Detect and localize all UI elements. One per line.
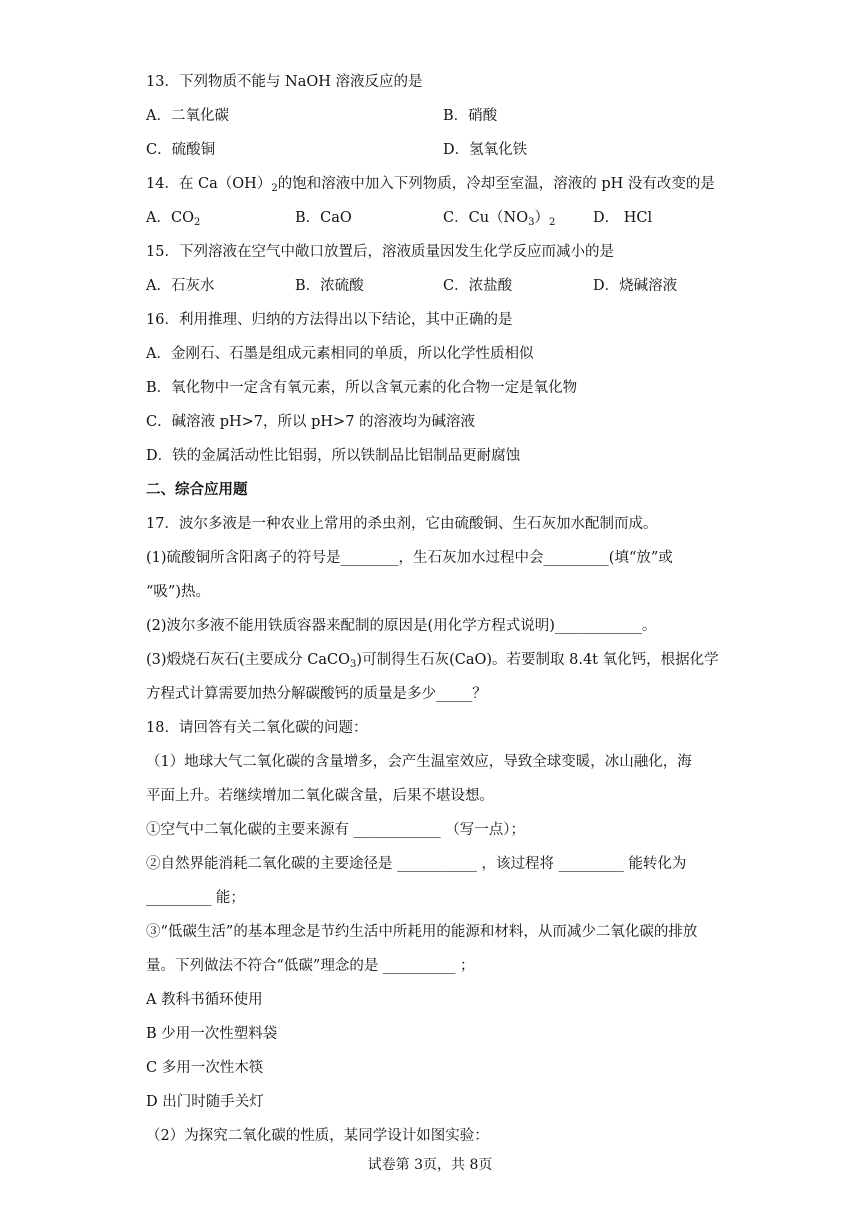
q17-part2: (2)波尔多液不能用铁质容器来配制的原因是(用化学方程式说明)____________。: [146, 618, 657, 634]
q15-option-a: A．石灰水: [146, 278, 215, 294]
q13-option-b: B．硝酸: [443, 108, 498, 124]
q17-part3-line2: 方程式计算需要加热分解碳酸钙的质量是多少_____？: [146, 686, 487, 702]
q17-part1-line2: “吸”)热。: [146, 584, 210, 600]
q13-stem: 13．下列物质不能与 NaOH 溶液反应的是: [146, 74, 423, 90]
q14-stem: 14．在 $Ca(OH)_2$的饱和溶液中加入下列物质，冷却至室温，溶液的 pH 没有改变的是: [146, 176, 715, 194]
q18-item3-line2: 量。下列做法不符合“低碳”理念的是 __________ ；: [146, 958, 475, 974]
q18-choice-a: A 教科书循环使用: [146, 992, 263, 1008]
q14-option-b: B．CaO: [295, 210, 352, 226]
q13-option-a: A．二氧化碳: [146, 108, 229, 124]
q14-option-a: A．$CO_2$: [146, 210, 201, 228]
q17-stem: 17．波尔多液是一种农业上常用的杀虫剂，它由硫酸铜、生石灰加水配制而成。: [146, 516, 658, 532]
page-footer: 试卷第 3页，共 8页: [367, 1157, 493, 1173]
q14-option-d: D． HCl: [593, 210, 653, 226]
q18-part1-line2: 平面上升。若继续增加二氧化碳含量，后果不堪设想。: [146, 788, 494, 804]
q18-choice-b: B 少用一次性塑料袋: [146, 1026, 278, 1042]
q18-part2: （2）为探究二氧化碳的性质，某同学设计如图实验：: [146, 1128, 489, 1144]
q17-part3-line1: (3)煅烧石灰石(主要成分 CaCO$_3$)可制得生石灰(CaO)。若要制取 8.4t 氧化钙，根据化学: [146, 652, 719, 670]
q18-item2-line1: ②自然界能消耗二氧化碳的主要途径是 ___________ ，该过程将 _________ 能转化为: [146, 856, 687, 872]
q16-option-c: C．碱溶液 pH>7，所以 pH>7 的溶液均为碱溶液: [146, 414, 476, 430]
q13-option-c: C．硫酸铜: [146, 142, 216, 158]
q18-item1: ①空气中二氧化碳的主要来源有 ____________ （写一点）；: [146, 822, 525, 838]
q15-option-b: B．浓硫酸: [295, 278, 364, 294]
q18-item2-line2: _________ 能；: [146, 890, 245, 906]
q18-choice-c: C 多用一次性木筷: [146, 1060, 264, 1076]
q15-option-c: C．浓盐酸: [443, 278, 513, 294]
q18-item3-line1: ③“低碳生活”的基本理念是节约生活中所耗用的能源和材料，从而减少二氧化碳的排放: [146, 924, 698, 940]
q15-option-d: D．烧碱溶液: [593, 278, 678, 294]
q16-stem: 16．利用推理、归纳的方法得出以下结论，其中正确的是: [146, 312, 513, 328]
q17-part1-line1: (1)硫酸铜所含阳离子的符号是________，生石灰加水过程中会_________(填“放”或: [146, 550, 673, 566]
section-heading: 二、综合应用题: [146, 481, 248, 498]
q16-option-d: D．铁的金属活动性比铝弱，所以铁制品比铝制品更耐腐蚀: [146, 448, 521, 464]
q16-option-a: A．金刚石、石墨是组成元素相同的单质，所以化学性质相似: [146, 346, 534, 362]
q18-part1-line1: （1）地球大气二氧化碳的含量增多，会产生温室效应，导致全球变暖，冰山融化，海: [146, 754, 692, 770]
q13-option-d: D．氢氧化铁: [443, 142, 528, 158]
q16-option-b: B．氧化物中一定含有氧元素，所以含氧元素的化合物一定是氧化物: [146, 380, 578, 396]
q15-stem: 15．下列溶液在空气中敞口放置后，溶液质量因发生化学反应而减小的是: [146, 244, 614, 260]
q14-option-c: C．$Cu(NO_3)_2$: [443, 210, 556, 228]
q18-stem: 18．请回答有关二氧化碳的问题：: [146, 720, 368, 736]
q18-choice-d: D 出门时随手关灯: [146, 1094, 264, 1110]
